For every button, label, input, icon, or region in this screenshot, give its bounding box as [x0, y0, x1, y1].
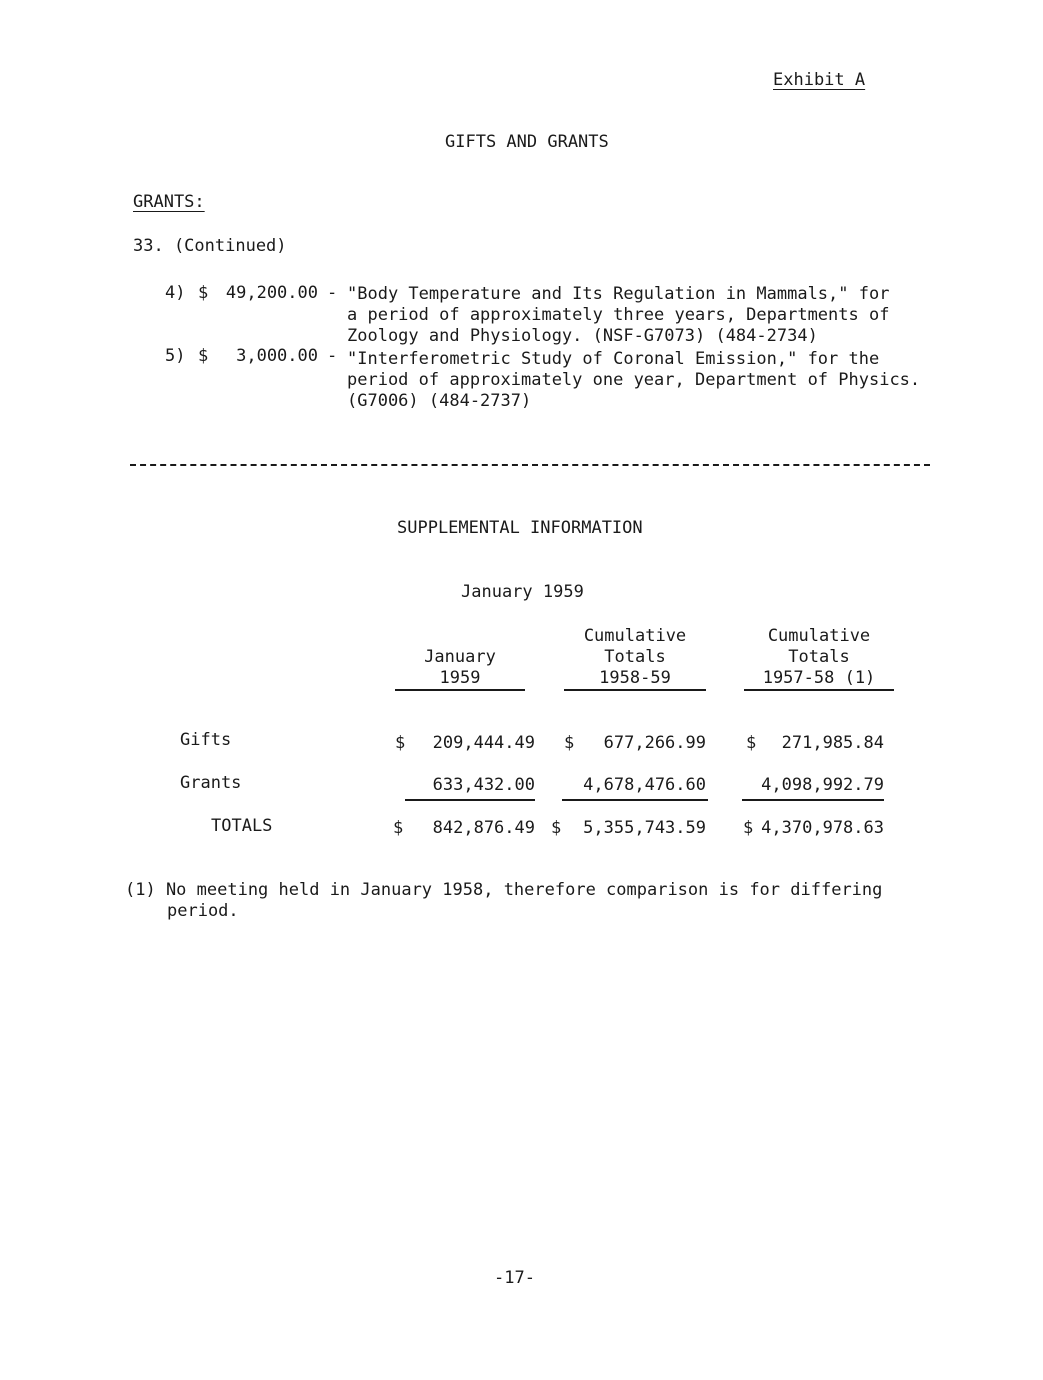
grant-item-currency: $: [198, 346, 209, 366]
row-currency: $: [743, 818, 754, 838]
grant-item-dash: -: [327, 346, 338, 366]
grant-description-line: "Body Temperature and Its Regulation in Mammals," for: [347, 284, 890, 304]
row-currency: $: [551, 818, 562, 838]
dashed-divider: [130, 464, 930, 466]
grant-description-line: Zoology and Physiology. (NSF-G7073) (484-2734): [347, 326, 818, 346]
row-value: 4,098,992.79: [761, 775, 884, 795]
column-header-line: [395, 626, 525, 647]
page-number: -17-: [494, 1268, 535, 1288]
column-header-rule: [395, 689, 525, 691]
column-header-line: January: [424, 647, 496, 667]
column-header: [564, 626, 706, 689]
row-value: 842,876.49: [432, 818, 535, 838]
row-value: 5,355,743.59: [583, 818, 706, 838]
column-header-rule: [564, 689, 706, 691]
footnote-line: (1) No meeting held in January 1958, therefore comparison is for differing: [125, 880, 883, 900]
row-value: 4,370,978.63: [761, 818, 884, 838]
row-currency: $: [395, 733, 406, 753]
subtotal-rule: [405, 799, 535, 801]
grant-item-dash: -: [327, 283, 338, 303]
column-header-line: 1959: [439, 668, 481, 688]
grant-description-line: period of approximately one year, Department of Physics.: [347, 370, 921, 390]
grant-item-description: [347, 284, 889, 347]
grant-item-description: [347, 349, 920, 412]
column-header-line: Totals: [604, 647, 666, 667]
supplemental-period: January 1959: [461, 582, 584, 602]
column-header: [744, 626, 894, 689]
column-header-line: Cumulative: [583, 626, 687, 646]
subtotal-rule: [562, 799, 708, 801]
column-header-line: Cumulative: [767, 626, 871, 646]
grant-description-line: (G7006) (484-2737): [347, 391, 532, 411]
grant-item-number: 5): [165, 346, 186, 366]
row-value: 209,444.49: [432, 733, 535, 753]
page-title: GIFTS AND GRANTS: [445, 132, 609, 152]
row-value: 677,266.99: [603, 733, 706, 753]
grant-item-number: 4): [165, 283, 186, 303]
grant-item-currency: $: [198, 283, 209, 303]
row-value: 4,678,476.60: [583, 775, 706, 795]
grant-description-line: a period of approximately three years, Departments of: [347, 305, 890, 325]
row-value: 633,432.00: [432, 775, 535, 795]
column-header-line: 1957-58 (1): [762, 668, 876, 688]
exhibit-label: Exhibit A: [773, 70, 866, 90]
row-currency: $: [564, 733, 575, 753]
column-header: [395, 626, 525, 689]
column-header-line: 1958-59: [599, 668, 671, 688]
column-header-line: Totals: [788, 647, 850, 667]
row-label: Grants: [180, 773, 242, 793]
subtotal-rule: [742, 799, 884, 801]
row-currency: $: [393, 818, 404, 838]
grant-item-amount: 3,000.00: [236, 346, 318, 366]
grant-item-amount: 49,200.00: [225, 283, 318, 303]
grants-continued: 33. (Continued): [133, 236, 287, 256]
grants-heading: GRANTS:: [133, 192, 205, 212]
row-label: TOTALS: [211, 816, 273, 836]
supplemental-title: SUPPLEMENTAL INFORMATION: [397, 518, 643, 538]
row-currency: $: [746, 733, 757, 753]
row-value: 271,985.84: [781, 733, 884, 753]
row-label: Gifts: [180, 730, 232, 750]
grant-description-line: "Interferometric Study of Coronal Emission," for the: [347, 349, 880, 369]
footnote-line: period.: [167, 901, 239, 921]
column-header-rule: [744, 689, 894, 691]
footnote: [125, 880, 882, 922]
